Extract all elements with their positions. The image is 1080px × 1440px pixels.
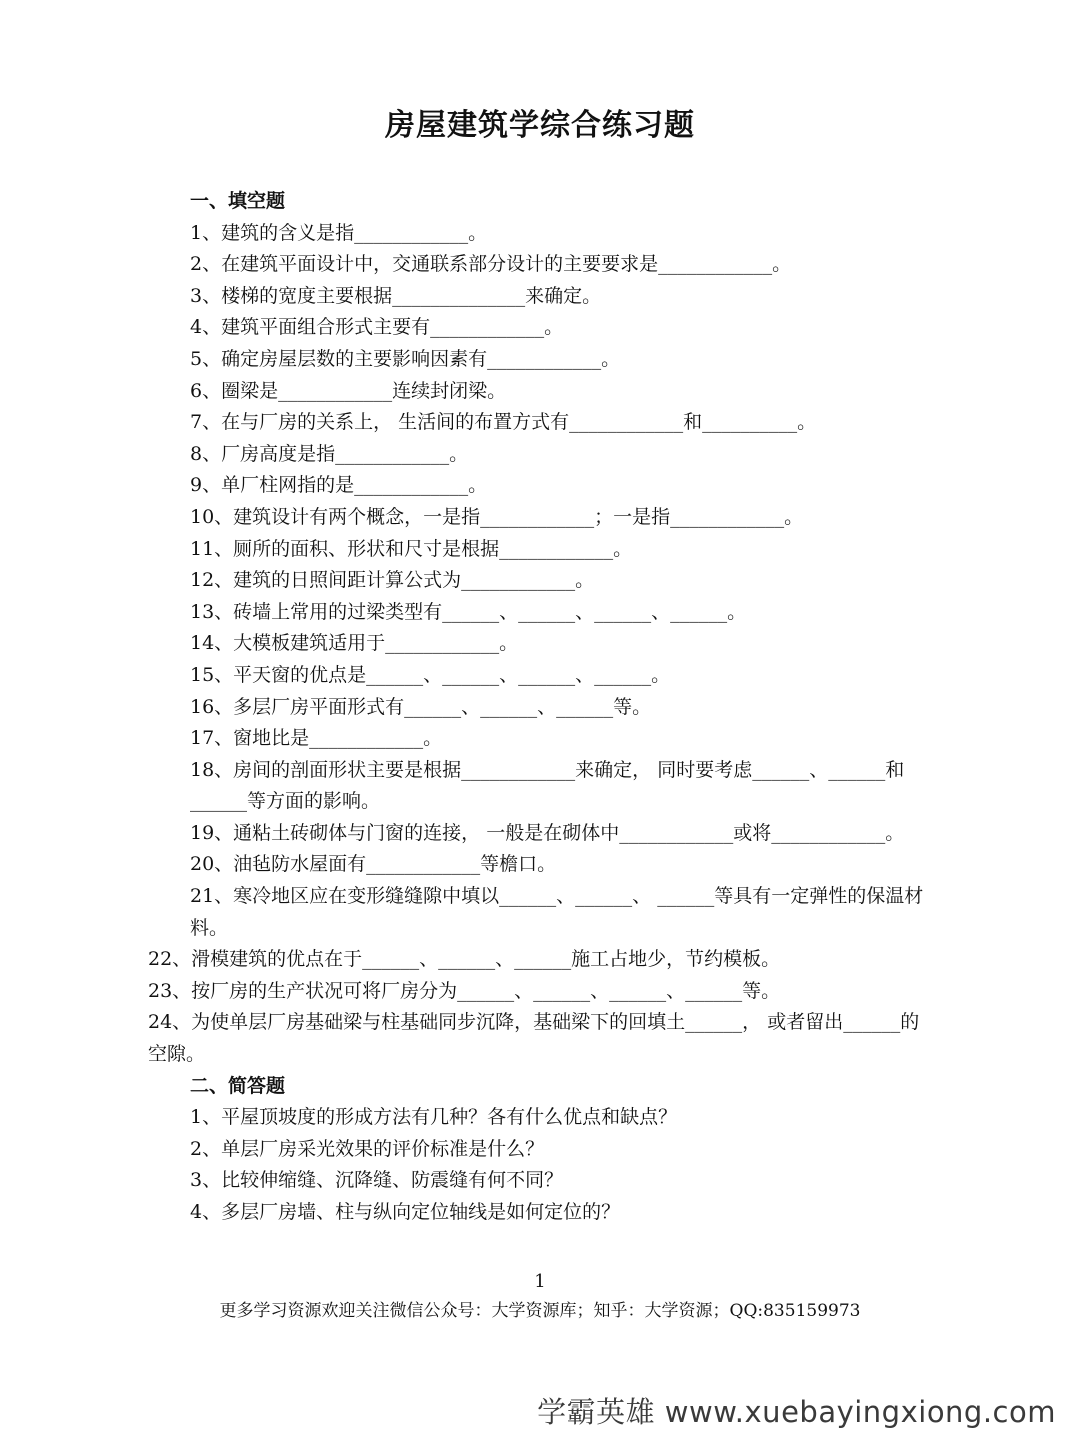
question-22: 22、滑模建筑的优点在于______、______、______施工占地少，节约模板。: [148, 948, 781, 971]
question-16: 16、多层厂房平面形式有______、______、______等。: [190, 695, 652, 718]
section-heading-short-answer: 二、简答题: [190, 1074, 286, 1097]
question-2: 2、在建筑平面设计中，交通联系部分设计的主要要求是____________。: [190, 253, 792, 276]
short-answer-2: 2、单层厂房采光效果的评价标准是什么？: [190, 1137, 545, 1160]
document-title: 房屋建筑学综合练习题: [385, 108, 695, 143]
question-5: 5、确定房屋层数的主要影响因素有____________。: [190, 347, 621, 370]
question-18: 18、房间的剖面形状主要是根据____________来确定， 同时要考虑______、______和______等方面的影响。: [190, 758, 905, 813]
question-8: 8、厂房高度是指____________。: [190, 442, 469, 465]
question-10: 10、建筑设计有两个概念，一是指____________；一是指____________。: [190, 505, 804, 528]
question-20: 20、油毡防水屋面有____________等檐口。: [190, 853, 557, 876]
short-answer-3: 3、比较伸缩缝、沉降缝、防震缝有何不同？: [190, 1169, 564, 1192]
question-19: 19、通粘土砖砌体与门窗的连接， 一般是在砌体中____________或将____________。: [190, 821, 905, 844]
question-3: 3、楼梯的宽度主要根据______________来确定。: [190, 284, 602, 307]
question-12: 12、建筑的日照间距计算公式为____________。: [190, 569, 595, 592]
question-23: 23、按厂房的生产状况可将厂房分为______、______、______、______等。: [148, 979, 781, 1002]
question-1: 1、建筑的含义是指____________。: [190, 221, 488, 244]
document-body: [148, 186, 930, 1229]
short-answer-4: 4、多层厂房墙、柱与纵向定位轴线是如何定位的？: [190, 1201, 621, 1223]
question-11: 11、厕所的面积、形状和尺寸是根据____________。: [190, 537, 633, 560]
question-17: 17、窗地比是____________。: [190, 727, 443, 750]
question-15: 15、平天窗的优点是______、______、______、______。: [190, 663, 671, 686]
footer-text: 更多学习资源欢迎关注微信公众号：大学资源库；知乎：大学资源；QQ:835159973: [219, 1301, 861, 1321]
question-21: 21、寒冷地区应在变形缝缝隙中填以______、______、 ______等具有一定弹性的保温材料。: [190, 885, 924, 939]
section-heading-fill-in: 一、填空题: [190, 190, 286, 212]
question-9: 9、单厂柱网指的是____________。: [190, 474, 488, 497]
question-13: 13、砖墙上常用的过梁类型有______、______、______、______。: [190, 600, 747, 623]
page-number: 1: [534, 1271, 546, 1292]
question-4: 4、建筑平面组合形式主要有____________。: [190, 316, 564, 339]
question-24: 24、为使单层厂房基础梁与柱基础同步沉降，基础梁下的回填土______， 或者留出______的空隙。: [148, 1011, 920, 1066]
watermark: 学霸英雄 www.xuebayingxiong.com: [537, 1395, 1056, 1429]
question-6: 6、圈梁是____________连续封闭梁。: [190, 379, 507, 402]
question-7: 7、在与厂房的关系上， 生活间的布置方式有____________和__________。: [190, 411, 817, 434]
short-answer-1: 1、平屋顶坡度的形成方法有几种？各有什么优点和缺点？: [190, 1106, 678, 1129]
question-14: 14、大模板建筑适用于____________。: [190, 632, 519, 655]
